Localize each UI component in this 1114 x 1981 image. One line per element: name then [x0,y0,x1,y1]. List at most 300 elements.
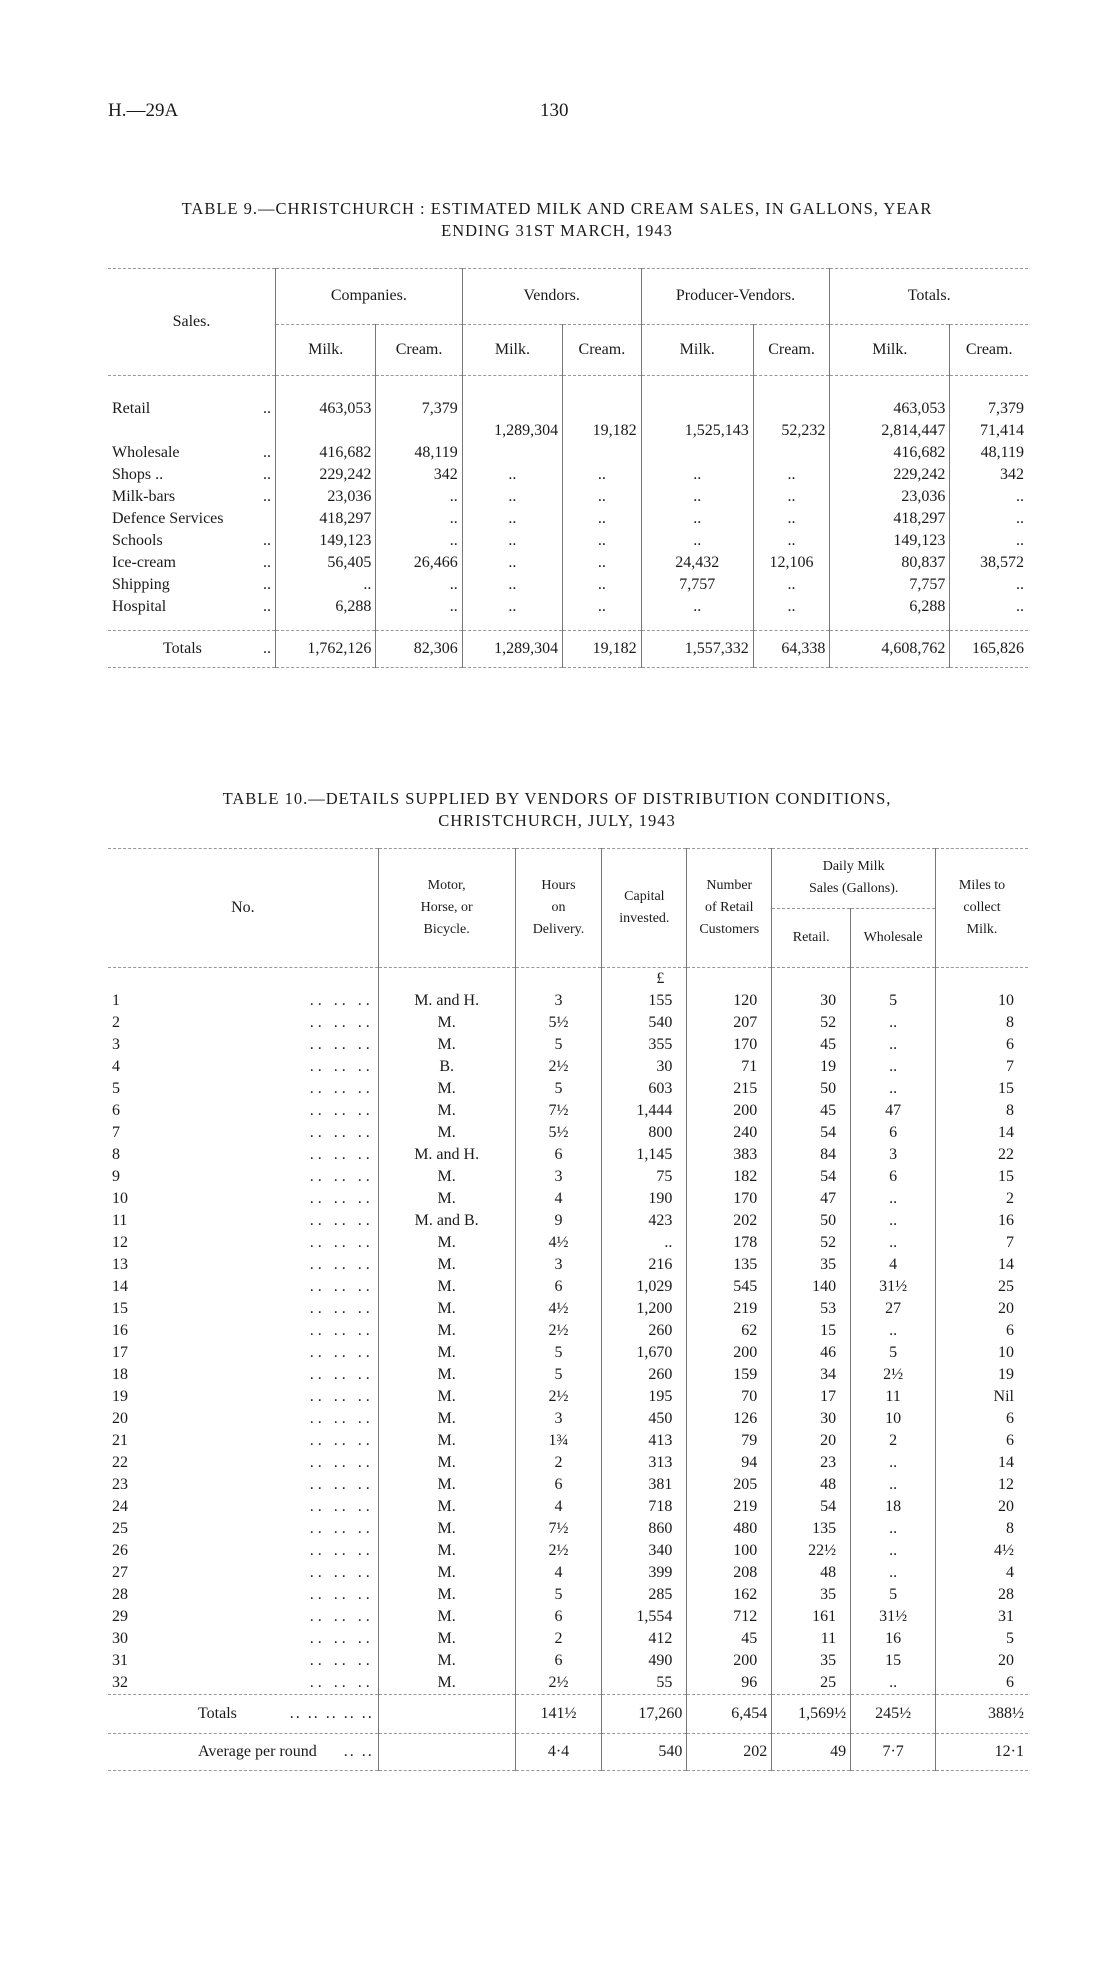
totals-cream: 342 [950,464,1028,486]
retail: 53 [772,1298,851,1320]
hours: 5 [515,1034,602,1056]
customers: 62 [687,1320,772,1342]
producer-cream: .. [753,530,830,552]
vehicle: M. [378,1452,515,1474]
totals-milk: 463,053 [830,398,950,420]
table9-row [108,508,1028,530]
vehicle: M. and H. [378,1144,515,1166]
customers: 96 [687,1672,772,1695]
wholesale: 10 [851,1408,936,1430]
customers: 202 [687,1210,772,1232]
totals-milk: 80,837 [830,552,950,574]
hours: 3 [515,1408,602,1430]
customers: 120 [687,990,772,1012]
retail: 34 [772,1364,851,1386]
vendor-no: 12 .. .. .. [112,1234,374,1251]
h-cream: Cream. [376,324,462,375]
capital: 490 [602,1650,687,1672]
table10-body [108,990,1028,1695]
capital: 285 [602,1584,687,1606]
wholesale: 27 [851,1298,936,1320]
vehicle: M. [378,1298,515,1320]
totals-vendors-cream: 19,182 [563,631,642,668]
producer-milk-merged: 1,525,143 [641,398,753,464]
vehicle: M. [378,1012,515,1034]
vendors-cream: .. [563,574,642,596]
h-retail: Retail. [772,908,851,968]
companies-cream: 48,119 [376,442,462,464]
t10-average-miles: 12·1 [936,1734,1028,1771]
totals-milk: 149,123 [830,530,950,552]
hours: 3 [515,990,602,1012]
wholesale: .. [851,1562,936,1584]
col-sales-header: Sales. [172,313,211,330]
companies-cream: 342 [376,464,462,486]
h-miles: Miles to collect Milk. [936,849,1028,968]
capital: .. [602,1232,687,1254]
companies-milk: .. [275,574,375,596]
vendors-milk: .. [462,486,562,508]
retail: 140 [772,1276,851,1298]
companies-milk: 56,405 [275,552,375,574]
vehicle: M. [378,1232,515,1254]
table10-average-row [108,1734,1028,1771]
retail: 52 [772,1232,851,1254]
table10-row [108,1474,1028,1496]
totals-cream: 7,379 [950,398,1028,420]
customers: 215 [687,1078,772,1100]
row-label: Hospital .. [112,598,271,615]
capital: 1,444 [602,1100,687,1122]
hours: 4½ [515,1298,602,1320]
table10-row [108,1034,1028,1056]
page-number: 130 [540,100,569,121]
vendors-milk-merged: 1,289,304 [462,398,562,464]
vendors-milk: .. [462,596,562,618]
vendor-no: 16 .. .. .. [112,1322,374,1339]
hours: 6 [515,1276,602,1298]
capital: 190 [602,1188,687,1210]
customers: 240 [687,1122,772,1144]
hours: 2 [515,1452,602,1474]
vehicle: M. [378,1078,515,1100]
vendor-no: 22 .. .. .. [112,1454,374,1471]
wholesale: 3 [851,1144,936,1166]
miles: 6 [936,1408,1028,1430]
vehicle: M. [378,1562,515,1584]
hours: 2 [515,1628,602,1650]
t10-totals-capital: 17,260 [602,1695,687,1734]
vendors-milk: .. [462,464,562,486]
table10-row [108,1056,1028,1078]
pound-sign: £ [602,968,687,991]
t10-totals-hours: 141½ [515,1695,602,1734]
vehicle: M. [378,1606,515,1628]
miles: 28 [936,1584,1028,1606]
capital: 1,554 [602,1606,687,1628]
companies-milk: 149,123 [275,530,375,552]
totals-cream: 38,572 [950,552,1028,574]
wholesale: 5 [851,1584,936,1606]
totals-companies-milk: 1,762,126 [275,631,375,668]
table10-row [108,1496,1028,1518]
wholesale: 16 [851,1628,936,1650]
miles: 20 [936,1650,1028,1672]
vendors-milk: .. [462,508,562,530]
totals-cream: .. [950,574,1028,596]
hours: 6 [515,1474,602,1496]
hours: 5½ [515,1012,602,1034]
retail: 48 [772,1562,851,1584]
vehicle: M. [378,1518,515,1540]
customers: 205 [687,1474,772,1496]
table10-row [108,1100,1028,1122]
totals-milk: 6,288 [830,596,950,618]
retail: 22½ [772,1540,851,1562]
table10-row [108,1210,1028,1232]
row-label: Schools .. [112,532,271,549]
capital: 340 [602,1540,687,1562]
page-code: H.—29A [108,100,179,121]
customers: 126 [687,1408,772,1430]
vendor-no: 9 .. .. .. [112,1168,374,1185]
vehicle: M. [378,1672,515,1695]
customers: 100 [687,1540,772,1562]
vendor-no: 23 .. .. .. [112,1476,374,1493]
customers: 182 [687,1166,772,1188]
miles: 5 [936,1628,1028,1650]
capital: 195 [602,1386,687,1408]
miles: 14 [936,1254,1028,1276]
companies-cream: .. [376,596,462,618]
h-milk: Milk. [641,324,753,375]
retail: 47 [772,1188,851,1210]
retail: 17 [772,1386,851,1408]
table10-row [108,1364,1028,1386]
vendors-milk: .. [462,552,562,574]
group-producer-vendors: Producer-Vendors. [641,269,830,325]
retail: 54 [772,1122,851,1144]
customers: 383 [687,1144,772,1166]
vehicle: M. [378,1496,515,1518]
table10-row [108,1188,1028,1210]
wholesale: 2½ [851,1364,936,1386]
vendor-no: 8 .. .. .. [112,1146,374,1163]
wholesale: 18 [851,1496,936,1518]
vehicle: M. [378,1100,515,1122]
companies-milk: 416,682 [275,442,375,464]
customers: 70 [687,1386,772,1408]
vendors-milk: .. [462,574,562,596]
retail: 135 [772,1518,851,1540]
group-totals: Totals. [830,269,1028,325]
vendor-no: 29 .. .. .. [112,1608,374,1625]
table10-row [108,1232,1028,1254]
capital: 216 [602,1254,687,1276]
miles: 25 [936,1276,1028,1298]
hours: 7½ [515,1100,602,1122]
capital: 1,670 [602,1342,687,1364]
totals-cream: .. [950,486,1028,508]
vendors-cream: .. [563,508,642,530]
wholesale: .. [851,1210,936,1232]
table10-row [108,1650,1028,1672]
wholesale: 15 [851,1650,936,1672]
producer-cream: .. [753,596,830,618]
totals-producer-milk: 1,557,332 [641,631,753,668]
vendors-cream: .. [563,464,642,486]
hours: 5½ [515,1122,602,1144]
hours: 2½ [515,1320,602,1342]
table10-row [108,1628,1028,1650]
table9-title [80,198,1034,242]
producer-milk: .. [641,464,753,486]
totals-milk: 23,036 [830,486,950,508]
wholesale: 5 [851,1342,936,1364]
companies-milk: 23,036 [275,486,375,508]
wholesale: 2 [851,1430,936,1452]
hours: 5 [515,1078,602,1100]
vehicle: B. [378,1056,515,1078]
hours: 2½ [515,1540,602,1562]
table10-row [108,1606,1028,1628]
table9-row [108,464,1028,486]
vendor-no: 11 .. .. .. [112,1212,374,1229]
companies-milk [275,420,375,442]
vehicle: M. [378,1342,515,1364]
producer-milk: .. [641,530,753,552]
vehicle: M. [378,1408,515,1430]
miles: 6 [936,1430,1028,1452]
producer-milk: .. [641,508,753,530]
table10-row [108,1144,1028,1166]
retail: 15 [772,1320,851,1342]
retail: 161 [772,1606,851,1628]
capital: 603 [602,1078,687,1100]
table10-row [108,1562,1028,1584]
hours: 4 [515,1496,602,1518]
capital: 860 [602,1518,687,1540]
table10 [108,848,1028,1771]
hours: 6 [515,1606,602,1628]
vehicle: M. [378,1166,515,1188]
table9-row [108,486,1028,508]
table9-totals-row [108,631,1028,668]
h-wholesale: Wholesale [851,908,936,968]
vehicle: M. [378,1474,515,1496]
retail: 45 [772,1034,851,1056]
hours: 1¾ [515,1430,602,1452]
miles: 6 [936,1034,1028,1056]
miles: 15 [936,1166,1028,1188]
capital: 30 [602,1056,687,1078]
hours: 5 [515,1584,602,1606]
t10-average-hours: 4·4 [515,1734,602,1771]
hours: 2½ [515,1386,602,1408]
vendor-no: 19 .. .. .. [112,1388,374,1405]
retail: 11 [772,1628,851,1650]
h-cream: Cream. [753,324,830,375]
vehicle: M. and H. [378,990,515,1012]
totals-producer-cream: 64,338 [753,631,830,668]
companies-cream: .. [376,574,462,596]
miles: 19 [936,1364,1028,1386]
table10-row [108,1320,1028,1342]
retail: 54 [772,1496,851,1518]
hours: 5 [515,1364,602,1386]
capital: 1,200 [602,1298,687,1320]
miles: 8 [936,1518,1028,1540]
t10-totals-label: Totals .. .. .. .. .. [198,1705,374,1722]
table10-title [80,788,1034,832]
table10-title-line1: TABLE 10.—DETAILS SUPPLIED BY VENDORS OF DISTRIBUTION CONDITIONS, [222,789,892,808]
table10-title-line2: CHRISTCHURCH, JULY, 1943 [438,811,676,830]
producer-cream-merged: 52,232 [753,398,830,464]
capital: 423 [602,1210,687,1232]
vehicle: M. [378,1320,515,1342]
companies-milk: 418,297 [275,508,375,530]
wholesale: .. [851,1672,936,1695]
miles: 20 [936,1298,1028,1320]
miles: 10 [936,1342,1028,1364]
totals-totals-cream: 165,826 [950,631,1028,668]
miles: 20 [936,1496,1028,1518]
table9-row [108,574,1028,596]
totals-milk: 7,757 [830,574,950,596]
table10-row [108,1254,1028,1276]
vendors-cream: .. [563,530,642,552]
companies-milk: 229,242 [275,464,375,486]
customers: 712 [687,1606,772,1628]
retail: 50 [772,1210,851,1232]
table10-totals-row [108,1695,1028,1734]
totals-cream: 48,119 [950,442,1028,464]
table9-row [108,596,1028,618]
table10-row [108,990,1028,1012]
table9-title-line1: TABLE 9.—CHRISTCHURCH : ESTIMATED MILK AND CREAM SALES, IN GALLONS, YEAR [181,199,933,218]
miles: 14 [936,1122,1028,1144]
vendor-no: 14 .. .. .. [112,1278,374,1295]
row-label: Ice-cream .. [112,554,271,571]
miles: 7 [936,1056,1028,1078]
vehicle: M. [378,1188,515,1210]
row-label [108,420,275,442]
companies-cream: 7,379 [376,398,462,420]
t10-totals-wholesale: 245½ [851,1695,936,1734]
retail: 45 [772,1100,851,1122]
wholesale: .. [851,1034,936,1056]
capital: 260 [602,1364,687,1386]
capital: 355 [602,1034,687,1056]
retail: 54 [772,1166,851,1188]
customers: 170 [687,1034,772,1056]
vendor-no: 30 .. .. .. [112,1630,374,1647]
table10-row [108,1672,1028,1695]
producer-cream: .. [753,574,830,596]
companies-cream: .. [376,530,462,552]
t10-average-label: Average per round .. .. [198,1743,374,1760]
table10-row [108,1078,1028,1100]
totals-cream: 71,414 [950,420,1028,442]
h-number: Number of Retail Customers [687,849,772,968]
miles: 8 [936,1012,1028,1034]
wholesale: 31½ [851,1276,936,1298]
wholesale: .. [851,1012,936,1034]
table10-row [108,1540,1028,1562]
table10-row [108,1584,1028,1606]
capital: 313 [602,1452,687,1474]
miles: 22 [936,1144,1028,1166]
retail: 35 [772,1584,851,1606]
wholesale: .. [851,1078,936,1100]
wholesale: 31½ [851,1606,936,1628]
totals-cream: .. [950,508,1028,530]
vehicle: M. [378,1276,515,1298]
vehicle: M. [378,1254,515,1276]
retail: 48 [772,1474,851,1496]
companies-cream: 26,466 [376,552,462,574]
hours: 6 [515,1650,602,1672]
totals-cream: .. [950,530,1028,552]
table10-row [108,1430,1028,1452]
vehicle: M. [378,1034,515,1056]
table10-row [108,1342,1028,1364]
vendor-no: 20 .. .. .. [112,1410,374,1427]
row-label: Retail .. [112,400,271,417]
vendor-no: 32 .. .. .. [112,1674,374,1691]
table9-row [108,552,1028,574]
customers: 94 [687,1452,772,1474]
capital: 55 [602,1672,687,1695]
vendor-no: 31 .. .. .. [112,1652,374,1669]
hours: 4½ [515,1232,602,1254]
vendor-no: 17 .. .. .. [112,1344,374,1361]
customers: 545 [687,1276,772,1298]
producer-cream: .. [753,464,830,486]
customers: 200 [687,1342,772,1364]
vehicle: M. [378,1650,515,1672]
capital: 540 [602,1012,687,1034]
vendors-cream-merged: 19,182 [563,398,642,464]
table9-title-line2: ENDING 31ST MARCH, 1943 [441,221,673,240]
totals-cream: .. [950,596,1028,618]
table10-row [108,1166,1028,1188]
wholesale: 47 [851,1100,936,1122]
hours: 3 [515,1254,602,1276]
vendors-cream: .. [563,596,642,618]
wholesale: .. [851,1232,936,1254]
vendor-no: 5 .. .. .. [112,1080,374,1097]
customers: 162 [687,1584,772,1606]
vendors-cream: .. [563,552,642,574]
group-vendors: Vendors. [462,269,641,325]
hours: 2½ [515,1056,602,1078]
t10-totals-miles: 388½ [936,1695,1028,1734]
hours: 3 [515,1166,602,1188]
row-label: Defence Services [112,510,224,527]
capital: 1,145 [602,1144,687,1166]
h-cream: Cream. [563,324,642,375]
retail: 23 [772,1452,851,1474]
vendor-no: 7 .. .. .. [112,1124,374,1141]
t10-totals-customers: 6,454 [687,1695,772,1734]
h-milk: Milk. [275,324,375,375]
retail: 30 [772,1408,851,1430]
totals-vendors-milk: 1,289,304 [462,631,562,668]
hours: 6 [515,1144,602,1166]
miles: 14 [936,1452,1028,1474]
row-label: Milk-bars .. [112,488,271,505]
